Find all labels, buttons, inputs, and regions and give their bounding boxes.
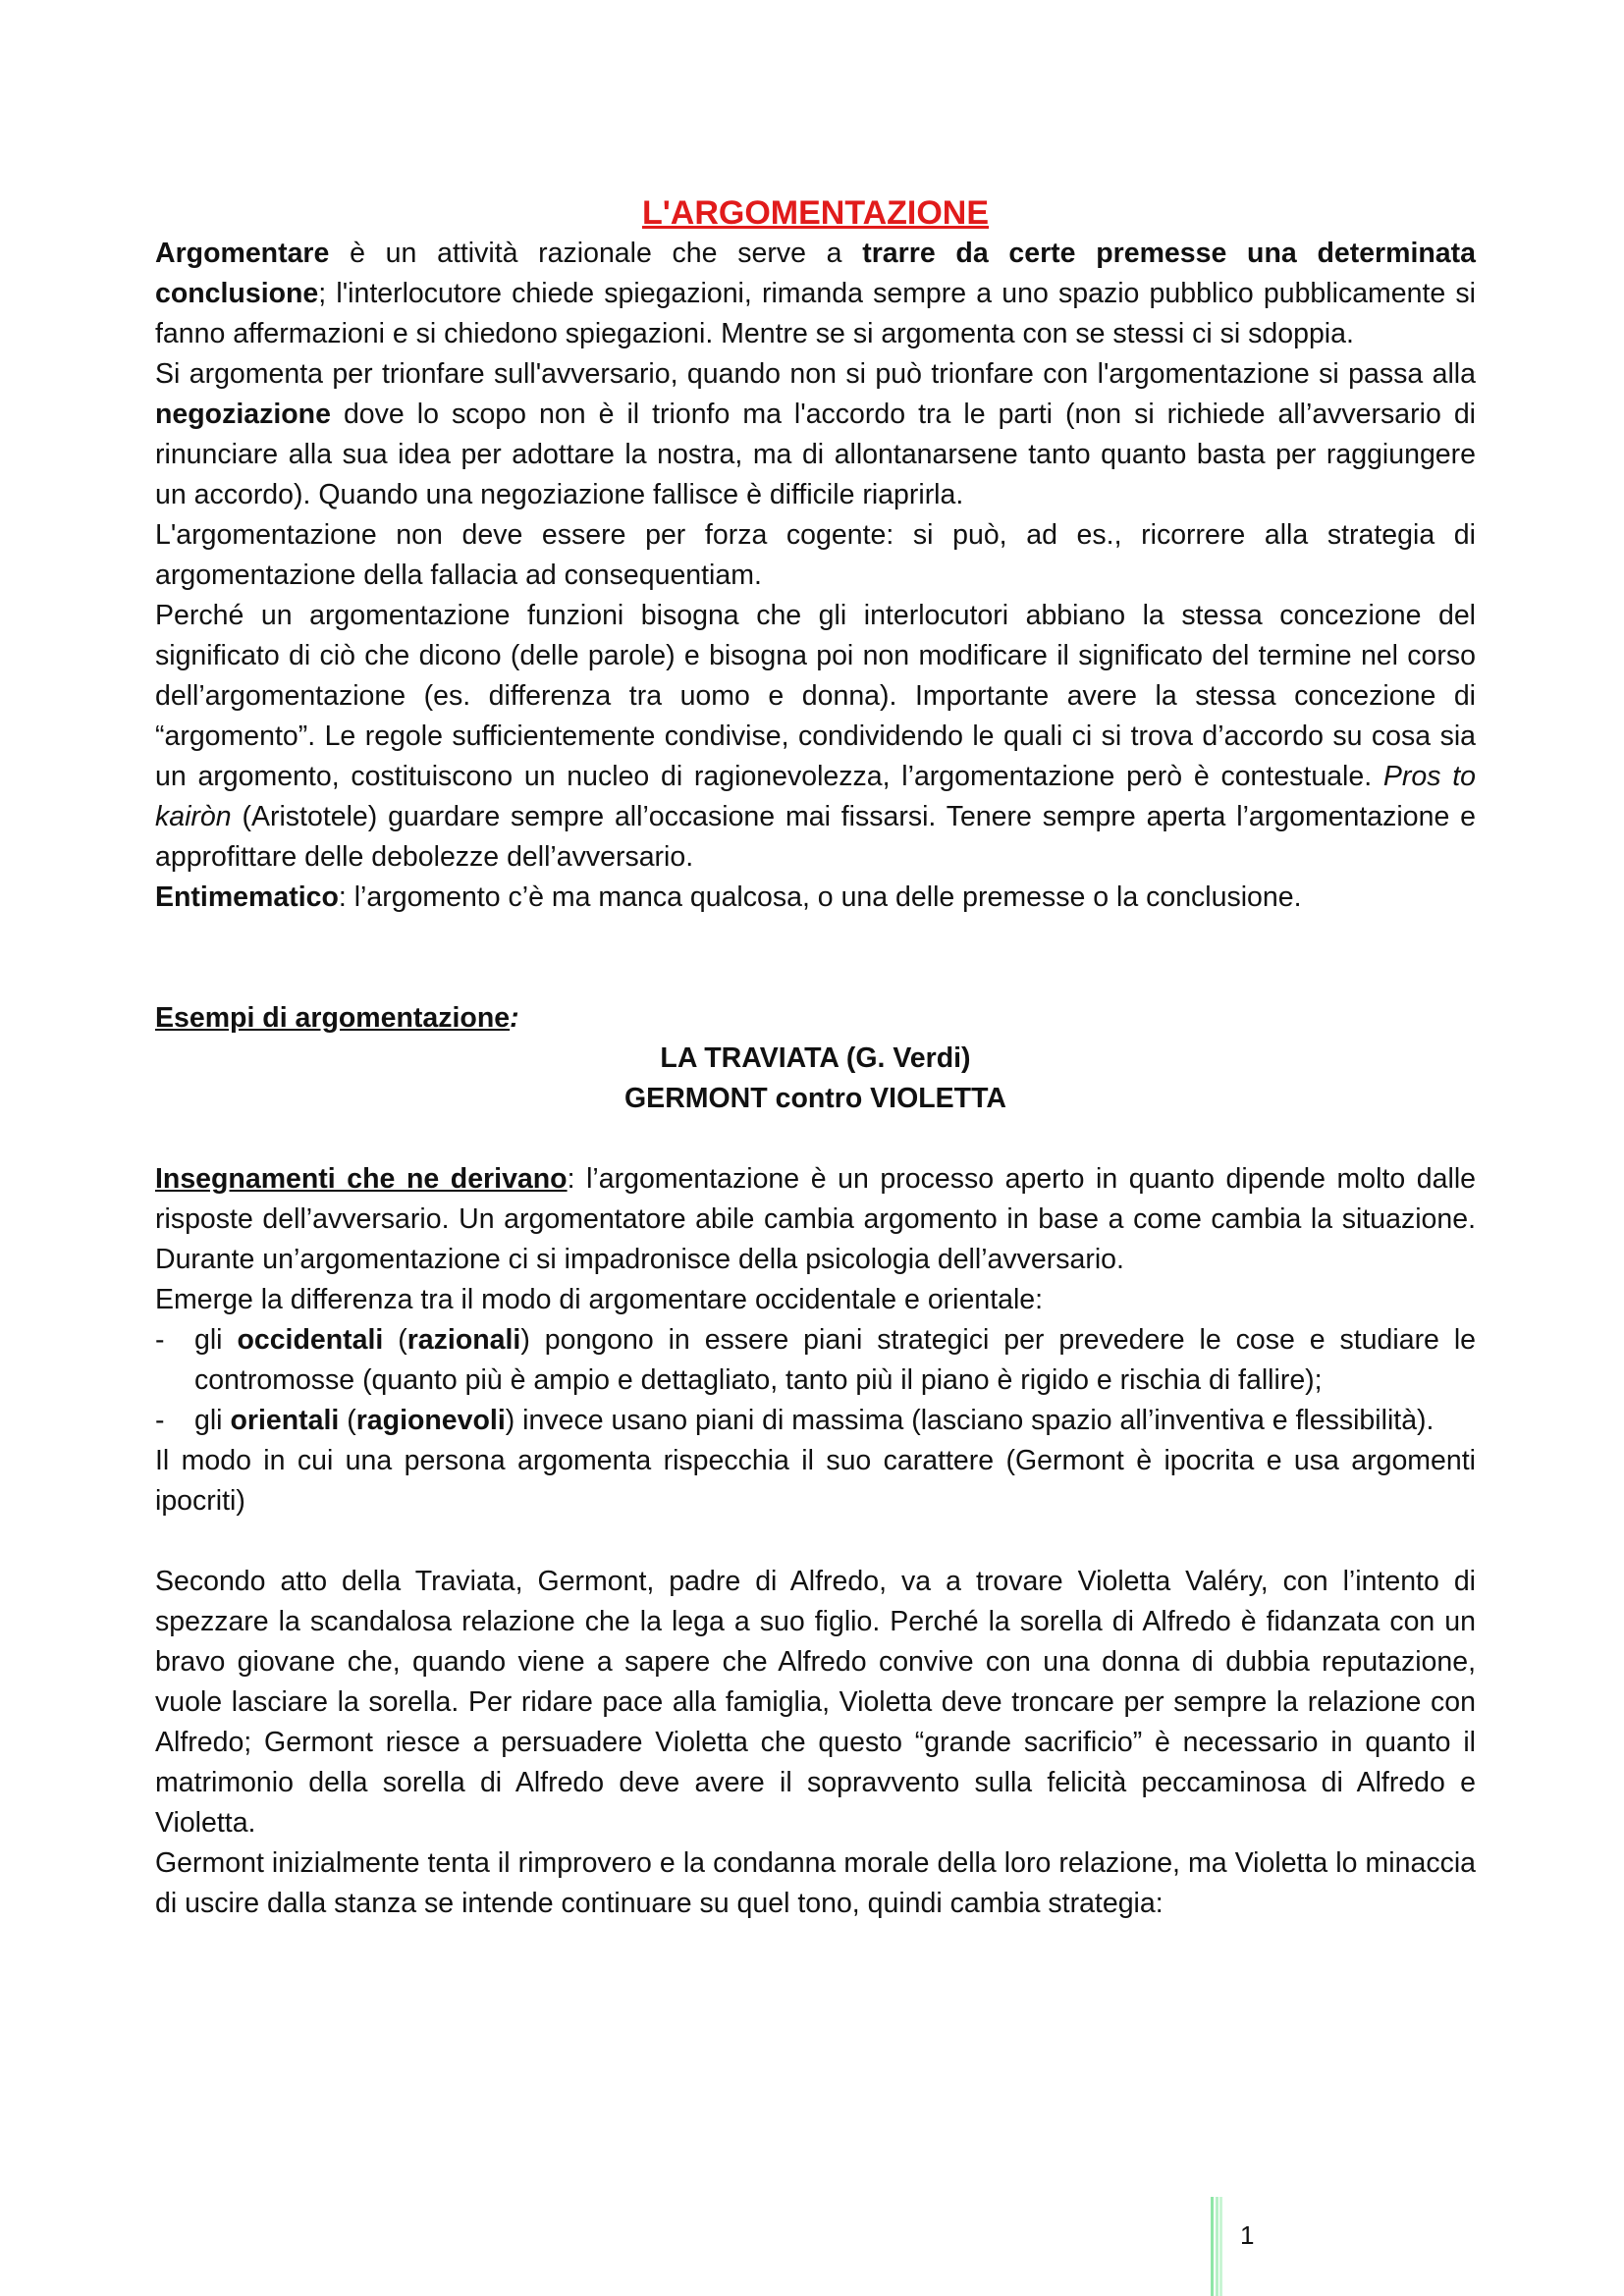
examples-heading: Esempi di argomentazione: — [155, 1002, 519, 1034]
contrast-intro: Emerge la differenza tra il modo di argomentare occidentale e orientale: — [155, 1284, 1044, 1315]
spacer — [155, 918, 1476, 998]
contrast-list — [155, 1320, 1476, 1441]
intro-paragraph-definition: Argomentare è un attività razionale che serve a trarre da certe premesse una determinata conclusione; l'interlocutore chiede spiegazioni, rimanda sempre a uno spazio pubblico pubblicamente si fanno affermazioni e si chiedono spiegazioni. Mentre se si argomenta con se stessi ci si sdoppia. — [155, 238, 1476, 349]
character-paragraph: Il modo in cui una persona argomenta rispecchia il suo carattere (Germont è ipocrita e usa argomenti ipocriti) — [155, 1445, 1476, 1517]
lessons-paragraph: Insegnamenti che ne derivano: l’argomentazione è un processo aperto in quanto dipende molto dalle risposte dell’avversario. Un argomentatore abile cambia argomento in base a come cambia la situazione. Durante un’argomentazione ci si impadronisce della psicologia dell’avversario. — [155, 1163, 1476, 1275]
term-entimematico: Entimematico — [155, 881, 339, 913]
list-item: - gli orientali (ragionevoli) invece usano piani di massima (lasciano spazio all’inventiva e flessibilità). — [155, 1405, 1435, 1436]
intro-paragraph-negoziazione: Si argomenta per trionfare sull'avversario, quando non si può trionfare con l'argomentazione si passa alla negoziazione dove lo scopo non è il trionfo ma l'accordo tra le parti (non si richiede all’avversario di rinunciare alla sua idea per adottare la nostra, ma di allontanarsene tanto quanto basta per raggiungere un accordo). Quando una negoziazione fallisce è difficile riaprirla. — [155, 358, 1476, 510]
spacer — [155, 1119, 1476, 1159]
term-conclusione: trarre da certe premesse una determinata conclusione — [155, 238, 1476, 309]
work-title: LA TRAVIATA (G. Verdi) — [660, 1042, 971, 1074]
intro-paragraph-cogente: L'argomentazione non deve essere per forza cogente: si può, ad es., ricorrere alla strategia di argomentazione della fallacia ad consequentiam. — [155, 519, 1476, 591]
page-title: L'ARGOMENTAZIONE — [641, 194, 990, 232]
term-argomentare: Argomentare — [155, 238, 330, 269]
spacer — [155, 1522, 1476, 1562]
document-body — [155, 192, 1476, 1924]
footer-decoration-bar — [1211, 2197, 1222, 2296]
lessons-label: Insegnamenti che ne derivano — [155, 1163, 568, 1195]
strategy-paragraph: Germont inizialmente tenta il rimprovero e la condanna morale della loro relazione, ma Violetta lo minaccia di uscire dalla stanza se intende continuare su quel tono, quindi cambia strategia: — [155, 1847, 1476, 1919]
intro-paragraph-entimematico: Entimematico: l’argomento c’è ma manca qualcosa, o una delle premesse o la conclusione. — [155, 881, 1302, 913]
term-pros-to-kairon: Pros to kairòn — [155, 761, 1476, 832]
page-number: 1 — [1240, 2220, 1255, 2250]
term-negoziazione: negoziazione — [155, 399, 331, 430]
intro-paragraph-significato: Perché un argomentazione funzioni bisogna che gli interlocutori abbiano la stessa concezione del significato di ciò che dicono (delle parole) e bisogna poi non modificare il significato del termine nel corso dell’argomentazione (es. differenza tra uomo e donna). Importante avere la stessa concezione di “argomento”. Le regole sufficientemente condivise, condividendo le quali ci si trova d’accordo su cosa sia un argomento, costituiscono un nucleo di ragionevolezza, l’argomentazione però è contestuale. Pros to kairòn (Aristotele) guardare sempre all’occasione mai fissarsi. Tenere sempre aperta l’argomentazione e approfittare delle debolezze dell’avversario. — [155, 600, 1476, 873]
list-item: - gli occidentali (razionali) pongono in essere piani strategici per prevedere le cose e studiare le contromosse (quanto più è ampio e dettagliato, tanto più il piano è rigido e rischia di fallire); — [155, 1324, 1476, 1396]
work-subtitle: GERMONT contro VIOLETTA — [624, 1083, 1006, 1114]
story-paragraph: Secondo atto della Traviata, Germont, padre di Alfredo, va a trovare Violetta Valéry, con l’intento di spezzare la scandalosa relazione che la lega a suo figlio. Perché la sorella di Alfredo è fidanzata con un bravo giovane che, quando viene a sapere che Alfredo convive con una donna di dubbia reputazione, vuole lasciare la sorella. Per ridare pace alla famiglia, Violetta deve troncare per sempre la relazione con Alfredo; Germont riesce a persuadere Violetta che questo “grande sacrificio” è necessario in quanto il matrimonio della sorella di Alfredo deve avere il sopravvento sulla felicità peccaminosa di Alfredo e Violetta. — [155, 1566, 1476, 1839]
